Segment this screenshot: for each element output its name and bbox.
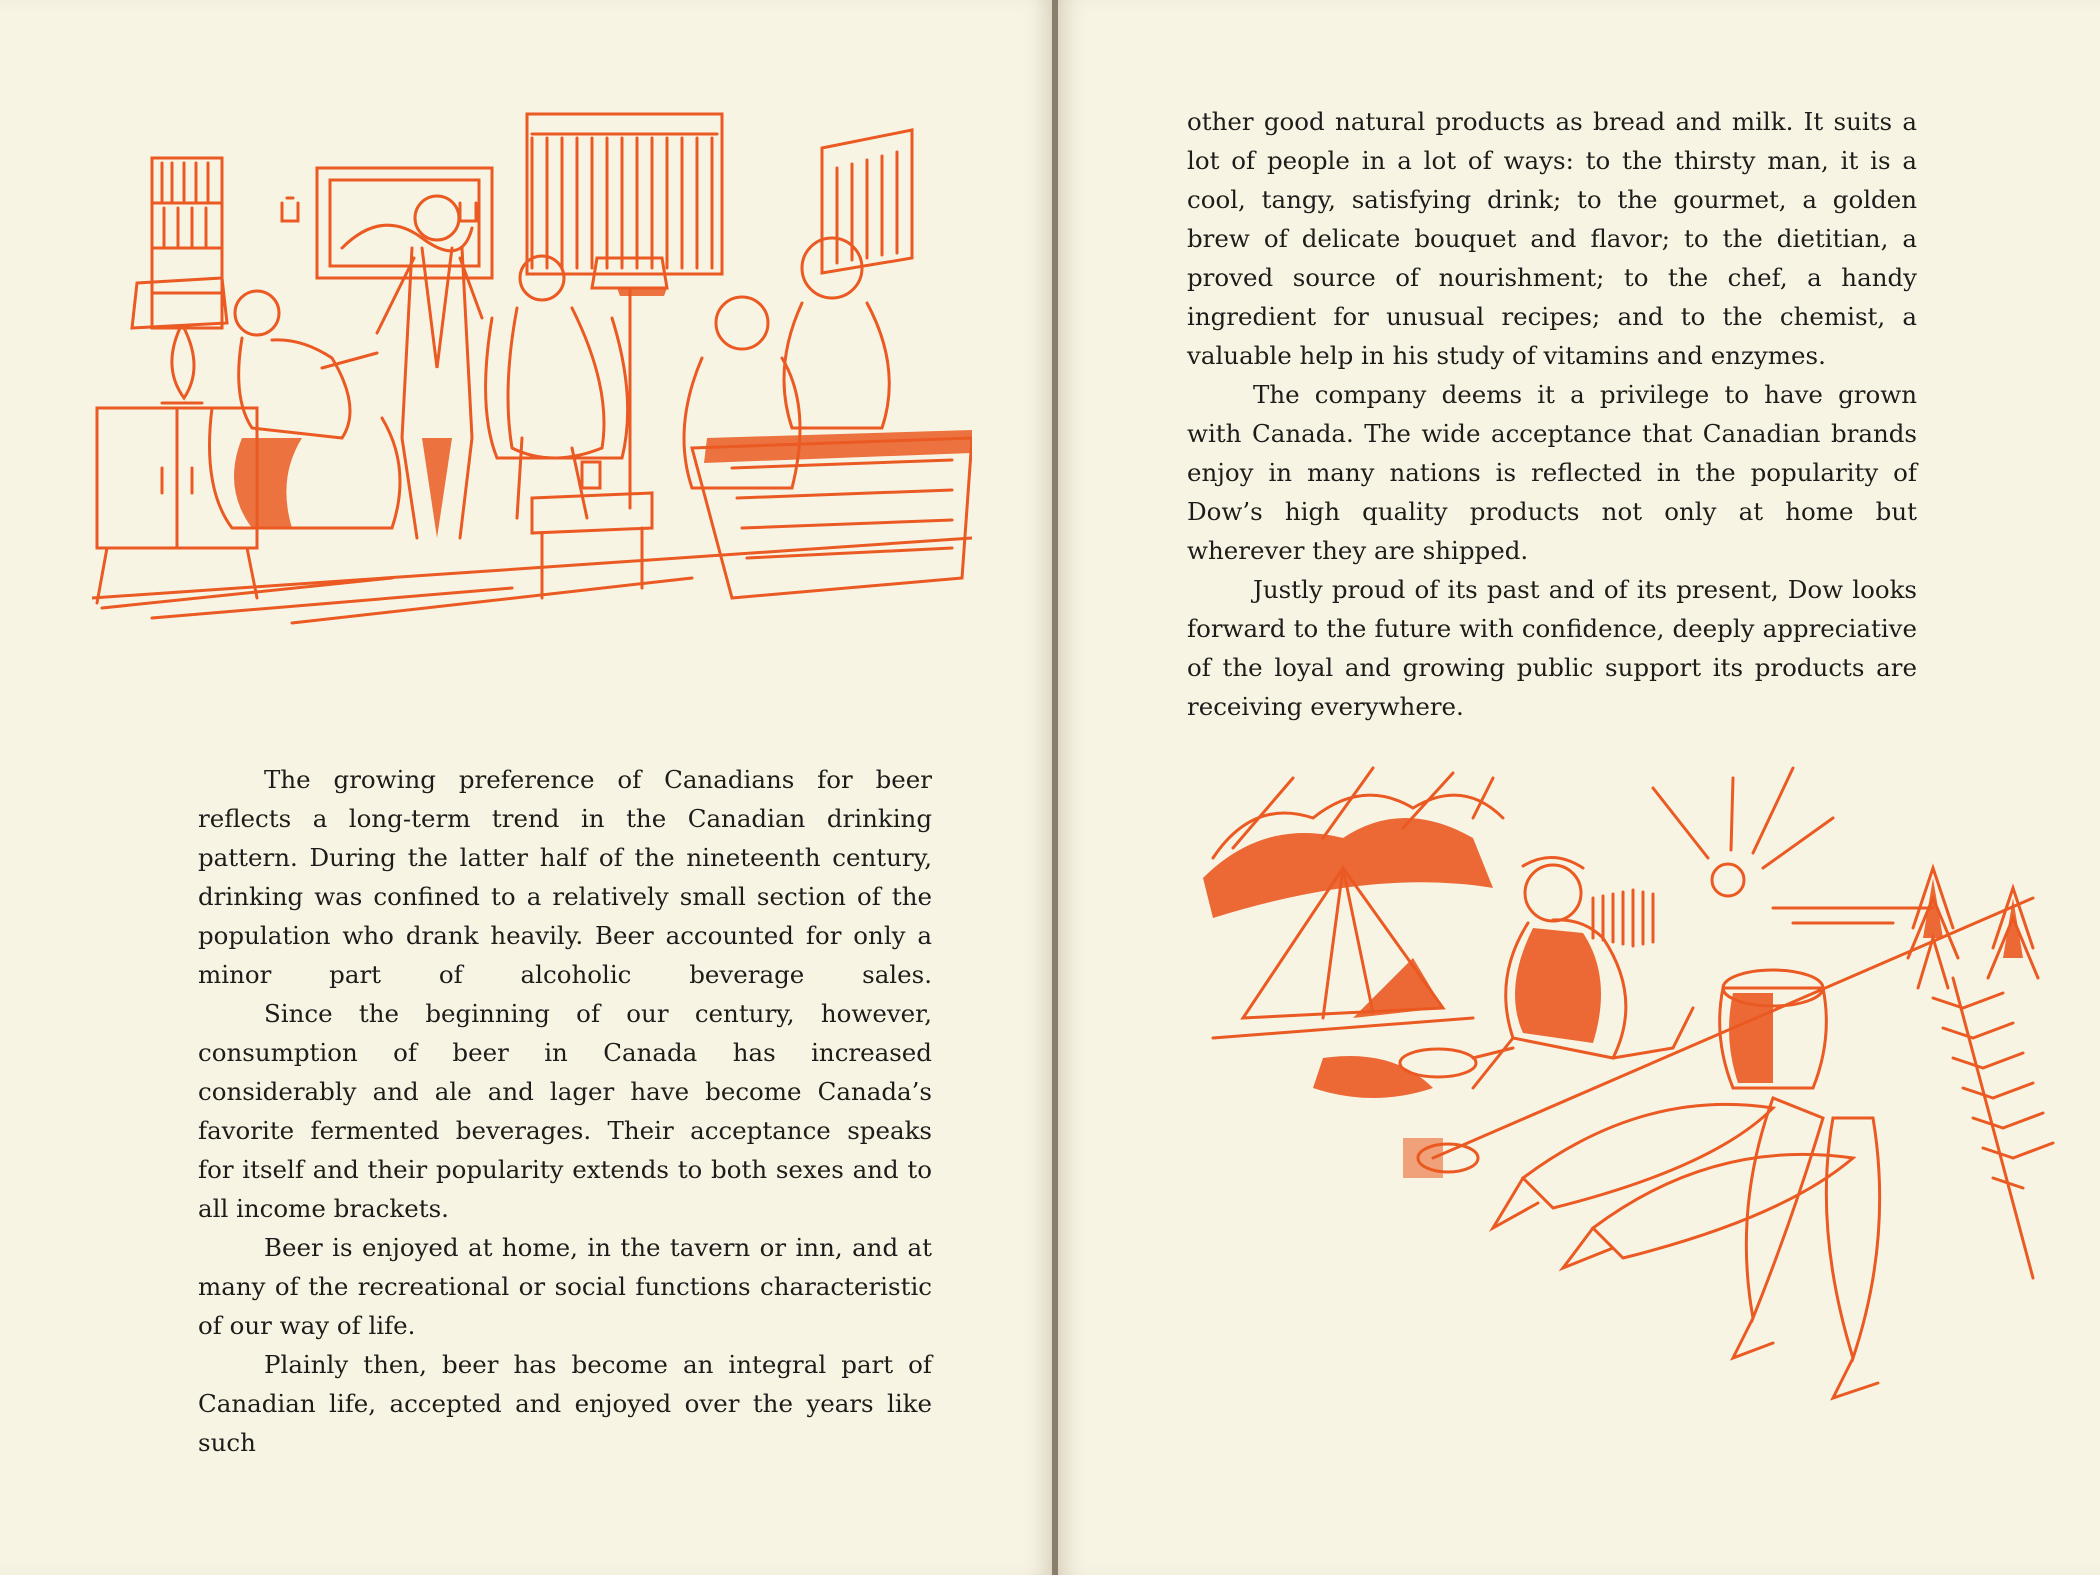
left-body-text [198, 760, 932, 1462]
right-paragraph-2: The company deems it a privilege to have grown with Canada. The wide acceptance that Canadian brands enjoy in many nations is reflected in the popularity of Dow’s high quality products not only at home but wherever they are shipped. [1187, 380, 1917, 565]
left-paragraph-1: The growing preference of Canadians for beer reflects a long-term trend in the Canadian drinking pattern. During the latter half of the nineteenth century, drinking was confined to a relatively small section of the population who drank heavily. Beer accounted for only a minor part of alcoholic beverage sales. [198, 765, 932, 989]
right-body-text [1187, 102, 1917, 726]
right-page [1058, 0, 2100, 1575]
living-room-scene-illustration [92, 108, 972, 628]
living-room-illustration [92, 108, 972, 628]
left-paragraph-4: Plainly then, beer has become an integral part of Canadian life, accepted and enjoyed over the years like such [198, 1350, 932, 1457]
camping-fishing-scene-illustration [1173, 758, 2093, 1408]
right-paragraph-1: other good natural products as bread and milk. It suits a lot of people in a lot of ways: to the thirsty man, it is a cool, tangy, satisfying drink; to the gourmet, a golden brew of delicate bouquet and flavor; to the dietitian, a proved source of nourishment; to the chef, a handy ingredient for unusual recipes; and to the chemist, a valuable help in his study of vitamins and enzymes. [1187, 107, 1917, 370]
right-paragraph-3: Justly proud of its past and of its present, Dow looks forward to the future with confidence, deeply appreciative of the loyal and growing public support its products are receiving everywhere. [1187, 575, 1917, 721]
left-paragraph-2: Since the beginning of our century, however, consumption of beer in Canada has increased considerably and ale and lager have become Canada’s favorite fermented beverages. Their acceptance speaks for itself and their popularity extends to both sexes and to all income brackets. [198, 999, 932, 1223]
left-paragraph-3: Beer is enjoyed at home, in the tavern or inn, and at many of the recreational or social functions characteristic of our way of life. [198, 1233, 932, 1340]
camping-illustration [1173, 758, 2093, 1408]
